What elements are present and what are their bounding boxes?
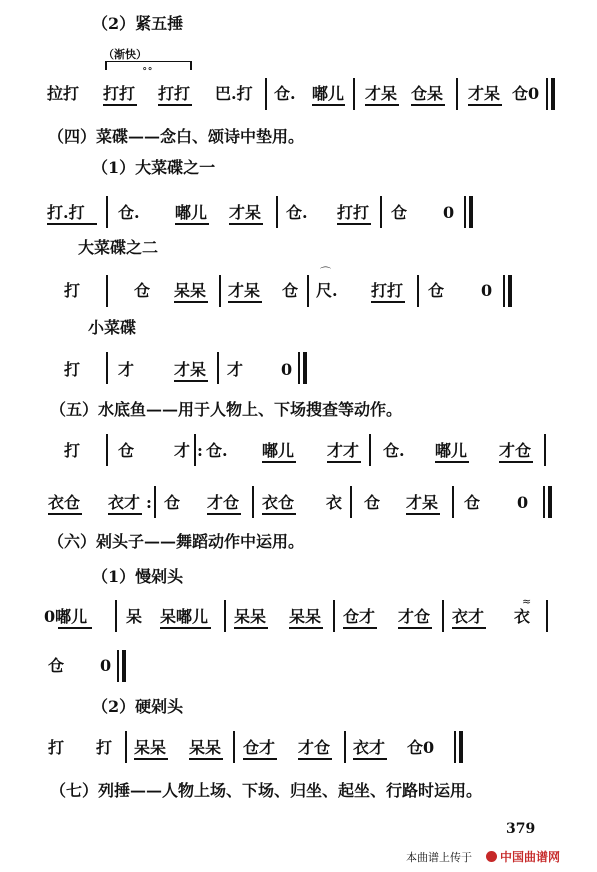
barline	[417, 275, 419, 307]
note: 嘟儿	[312, 84, 345, 103]
beam	[452, 627, 486, 629]
final-barline-thin	[543, 486, 545, 518]
note: 打打	[103, 84, 136, 103]
note: 衣	[326, 493, 343, 512]
note: 衣仓	[262, 493, 295, 512]
note: 才呆	[228, 281, 261, 300]
barline	[219, 275, 221, 307]
barline	[369, 434, 371, 466]
beam	[158, 104, 192, 106]
beam	[134, 758, 168, 760]
beam	[327, 461, 361, 463]
beam	[174, 380, 208, 382]
barline	[307, 275, 309, 307]
barline	[442, 600, 444, 632]
note: 呆	[126, 607, 143, 626]
note: 呆呆	[189, 738, 222, 757]
note: 仓呆	[411, 84, 444, 103]
note: 才仓	[298, 738, 331, 757]
note: 打	[64, 281, 81, 300]
tremolo-mark: ≈	[522, 595, 532, 608]
beam	[58, 627, 92, 629]
final-barline-thick	[122, 650, 126, 682]
beam	[234, 627, 268, 629]
beam	[175, 223, 209, 225]
note: 才呆	[406, 493, 439, 512]
beam	[174, 301, 208, 303]
note: 才	[118, 360, 135, 379]
barline	[106, 275, 108, 307]
beam	[262, 461, 296, 463]
barline	[276, 196, 278, 228]
beam	[499, 461, 533, 463]
note: 尺.	[316, 281, 338, 300]
final-barline-thin	[298, 352, 300, 384]
beam	[189, 758, 223, 760]
beam	[207, 513, 241, 515]
barline	[115, 600, 117, 632]
heading-xiao-cai-die: 小菜碟	[88, 318, 137, 337]
beam	[353, 758, 387, 760]
barline	[106, 196, 108, 228]
note: 仓	[364, 493, 381, 512]
note: 0	[481, 281, 493, 300]
note: 仓	[134, 281, 151, 300]
note: 才仓	[398, 607, 431, 626]
repeat-dots: :	[197, 441, 203, 460]
note: 衣才	[353, 738, 386, 757]
note: 衣才	[452, 607, 485, 626]
repeat-dots: ∘∘	[142, 62, 153, 75]
heading-da-cai-die-1: （1）大菜碟之一	[92, 158, 216, 177]
tempo-marking: （渐快）	[103, 48, 147, 61]
beam	[312, 104, 345, 106]
barline	[333, 600, 335, 632]
final-barline-thin	[503, 275, 505, 307]
note: 呆嘟儿	[160, 607, 209, 626]
final-barline-thin	[117, 650, 119, 682]
note: 打	[64, 441, 81, 460]
bracket-right	[190, 61, 192, 70]
note: 仓	[118, 441, 135, 460]
section-5-title: （五）水底鱼——用于人物上、下场搜查等动作。	[50, 400, 403, 419]
note: 仓才	[343, 607, 376, 626]
note: 巴.打	[215, 84, 253, 103]
note: 0	[517, 493, 529, 512]
beam	[435, 461, 469, 463]
beam	[371, 301, 405, 303]
beam	[289, 627, 323, 629]
note: 呆呆	[289, 607, 322, 626]
beam	[406, 513, 440, 515]
barline	[252, 486, 254, 518]
final-barline-thick	[459, 731, 463, 763]
note: 才仓	[499, 441, 532, 460]
note: 仓.	[206, 441, 228, 460]
barline	[265, 78, 267, 110]
note: 嘟儿	[262, 441, 295, 460]
final-barline-thick	[508, 275, 512, 307]
barline	[224, 600, 226, 632]
note: 仓	[391, 203, 408, 222]
note: 打.打	[47, 203, 85, 222]
note: 衣	[514, 607, 531, 626]
final-barline-thin	[464, 196, 466, 228]
note: 呆呆	[134, 738, 167, 757]
note: 才	[227, 360, 244, 379]
note: 仓	[282, 281, 299, 300]
bracket-left	[105, 61, 107, 70]
note: 打打	[371, 281, 404, 300]
note: 仓.	[286, 203, 308, 222]
note: 才呆	[229, 203, 262, 222]
note: 打打	[337, 203, 370, 222]
note: 打打	[158, 84, 191, 103]
site-logo-icon	[486, 851, 497, 862]
section-6-title: （六）剁头子——舞蹈动作中运用。	[48, 532, 305, 551]
note: 0	[100, 656, 112, 675]
note: 仓.	[274, 84, 296, 103]
repeat-dots: :	[146, 493, 152, 512]
note: 仓	[464, 493, 481, 512]
barline	[452, 486, 454, 518]
final-barline-thick	[551, 78, 555, 110]
final-barline-thin	[546, 78, 548, 110]
note: 才仓	[207, 493, 240, 512]
barline	[344, 731, 346, 763]
beam	[160, 627, 211, 629]
note: 0嘟儿	[44, 607, 88, 626]
note: 仓	[164, 493, 181, 512]
beam	[411, 104, 445, 106]
final-barline-thick	[469, 196, 473, 228]
note: 仓.	[118, 203, 140, 222]
barline	[350, 486, 352, 518]
heading-ying-duo-tou: （2）硬剁头	[92, 697, 184, 716]
note: 0	[281, 360, 293, 379]
beam	[47, 223, 97, 225]
footer-upload-text: 本曲谱上传于	[406, 851, 472, 864]
beam	[343, 627, 377, 629]
note: 嘟儿	[175, 203, 208, 222]
heading-jin-wu-chui: （2）紧五捶	[92, 14, 184, 33]
page-number: 379	[506, 821, 536, 837]
note: 才才	[327, 441, 360, 460]
beam	[108, 513, 142, 515]
note: 嘟儿	[435, 441, 468, 460]
beam	[365, 104, 399, 106]
repeat-end-barline	[154, 486, 156, 518]
barline	[544, 434, 546, 466]
note: 才呆	[365, 84, 398, 103]
beam	[228, 301, 262, 303]
barline	[353, 78, 355, 110]
beam	[298, 758, 332, 760]
note: 拉打	[47, 84, 80, 103]
beam	[229, 223, 263, 225]
barline	[380, 196, 382, 228]
barline	[233, 731, 235, 763]
barline	[125, 731, 127, 763]
barline	[456, 78, 458, 110]
note: 仓.	[383, 441, 405, 460]
beam	[243, 758, 277, 760]
note: 仓才	[243, 738, 276, 757]
note: 呆呆	[234, 607, 267, 626]
note: 打	[48, 738, 65, 757]
section-4-title: （四）菜碟——念白、颂诗中垫用。	[48, 127, 305, 146]
section-7-title: （七）列捶——人物上场、下场、归坐、起坐、行路时运用。	[50, 781, 483, 800]
note: 仓	[428, 281, 445, 300]
fermata: ⌒	[320, 266, 331, 279]
note: 呆呆	[174, 281, 207, 300]
beam	[48, 513, 82, 515]
barline	[217, 352, 219, 384]
note: 才呆	[468, 84, 501, 103]
note: 0	[443, 203, 455, 222]
final-barline-thick	[548, 486, 552, 518]
note: 仓0	[512, 84, 540, 103]
heading-man-duo-tou: （1）慢剁头	[92, 567, 184, 586]
note: 衣才	[108, 493, 141, 512]
note: 才	[174, 441, 191, 460]
barline	[106, 352, 108, 384]
final-barline-thin	[454, 731, 456, 763]
repeat-start-barline	[194, 434, 196, 466]
note: 打	[96, 738, 113, 757]
barline	[106, 434, 108, 466]
beam	[468, 104, 502, 106]
beam	[337, 223, 371, 225]
site-logo-text: 中国曲谱网	[500, 850, 561, 864]
final-barline-thick	[303, 352, 307, 384]
barline	[546, 600, 548, 632]
note: 打	[64, 360, 81, 379]
heading-da-cai-die-2: 大菜碟之二	[78, 238, 159, 257]
note: 才呆	[174, 360, 207, 379]
note: 仓	[48, 656, 65, 675]
beam	[398, 627, 432, 629]
note: 仓0	[407, 738, 435, 757]
note: 衣仓	[48, 493, 81, 512]
beam	[262, 513, 296, 515]
beam	[103, 104, 137, 106]
